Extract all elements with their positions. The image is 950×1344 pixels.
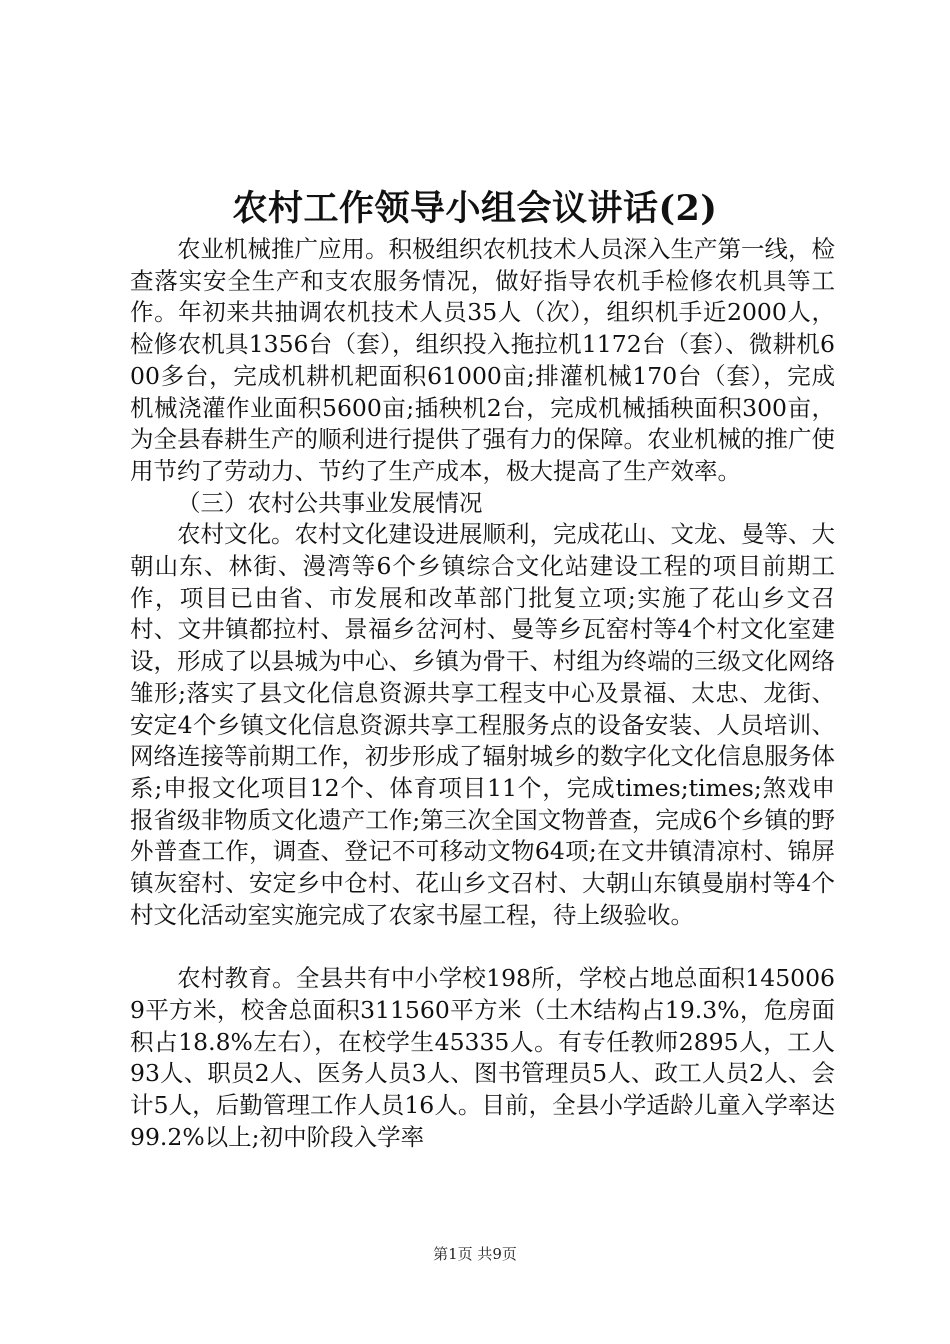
paragraph-rural-education: 农村教育。全县共有中小学校198所，学校占地总面积1450069平方米，校舍总面积311560平方米（土木结构占19.3%，危房面积占18.8%左右），在校学生45335人。有专任教师2895人，工人93人、职员2人、医务人员3人、图书管理员5人、政工人员2人、会计5人，后勤管理工作人员16人。目前，全县小学适龄儿童入学率达99.2%以上;初中阶段入学率 bbox=[130, 964, 835, 1151]
paragraph-agricultural-machinery: 农业机械推广应用。积极组织农机技术人员深入生产第一线，检查落实安全生产和支农服务情况，做好指导农机手检修农机具等工作。年初来共抽调农机技术人员35人（次），组织机手近2000人，检修农机具1356台（套），组织投入拖拉机1172台（套）、微耕机600多台，完成机耕机耙面积61000亩;排灌机械170台（套），完成机械浇灌作业面积5600亩;插秧机2台，完成机械插秧面积300亩，为全县春耕生产的顺利进行提供了强有力的保障。农业机械的推广使用节约了劳动力、节约了生产成本，极大提高了生产效率。 bbox=[130, 235, 835, 485]
document-body bbox=[130, 234, 835, 1153]
page-footer: 第1页 共9页 bbox=[433, 1245, 517, 1263]
section-heading-public-affairs: （三）农村公共事业发展情况 bbox=[177, 488, 483, 517]
paragraph-rural-culture: 农村文化。农村文化建设进展顺利，完成花山、文龙、曼等、大朝山东、林街、漫湾等6个乡镇综合文化站建设工程的项目前期工作，项目已由省、市发展和改革部门批复立项;实施了花山乡文召村、文井镇都拉村、景福乡岔河村、曼等乡瓦窑村等4个村文化室建设，形成了以县城为中心、乡镇为骨干、村组为终端的三级文化网络雏形;落实了县文化信息资源共享工程支中心及景福、太忠、龙街、安定4个乡镇文化信息资源共享工程服务点的设备安装、人员培训、网络连接等前期工作，初步形成了辐射城乡的数字化文化信息服务体系;申报文化项目12个、体育项目11个，完成times;times;煞戏申报省级非物质文化遗产工作;第三次全国文物普查，完成6个乡镇的野外普查工作，调查、登记不可移动文物64项;在文井镇清凉村、锦屏镇灰窑村、安定乡中仓村、花山乡文召村、大朝山东镇曼崩村等4个村文化活动室实施完成了农家书屋工程，待上级验收。 bbox=[130, 520, 835, 929]
document-title: 农村工作领导小组会议讲话(2) bbox=[232, 188, 718, 229]
